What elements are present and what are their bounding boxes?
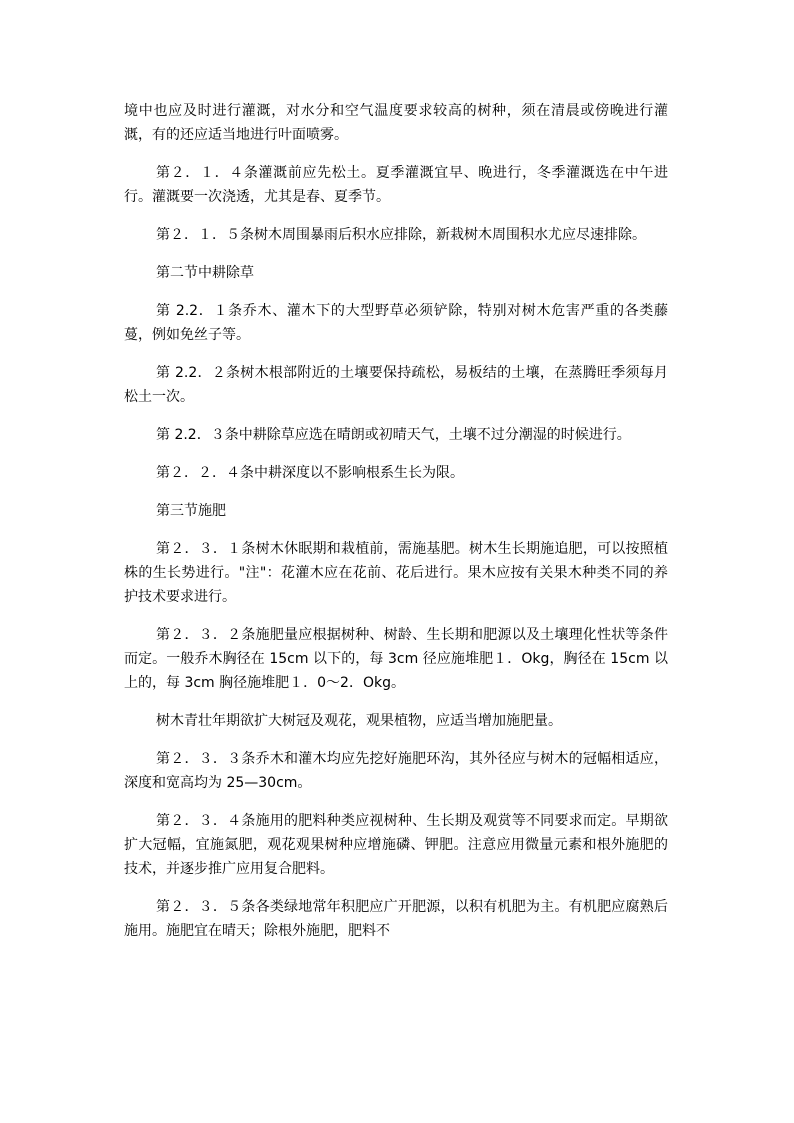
paragraph-article-2-3-2: 第２．３．２条施肥量应根据树种、树龄、生长期和肥源以及土壤理化性状等条件而定。一般乔木胸径在 15cm 以下的，每 3cm 径应施堆肥１．Okg，胸径在 15cm 以上的，每 3cm 胸径施堆肥１．0～2．Okg。 [124, 627, 668, 691]
section-heading-fertilization: 第三节施肥 [156, 503, 226, 519]
document-page [124, 99, 668, 957]
paragraph-article-2-3-5: 第２．３．５条各类绿地常年积肥应广开肥源，以积有机肥为主。有机肥应腐熟后施用。施肥宜在晴天；除根外施肥，肥料不 [124, 899, 668, 939]
paragraph-article-2-3-1: 第２．３．１条树木休眠期和栽植前，需施基肥。树木生长期施追肥，可以按照植株的生长势进行。"注"：花灌木应在花前、花后进行。果木应按有关果木种类不同的养护技术要求进行。 [124, 541, 668, 605]
paragraph-article-2-2-3: 第 2.2．３条中耕除草应选在晴朗或初晴天气，土壤不过分潮湿的时候进行。 [156, 427, 631, 443]
paragraph-article-2-3-3: 第２．３．３条乔木和灌木均应先挖好施肥环沟，其外径应与树木的冠幅相适应，深度和宽高均为 25—30cm。 [124, 751, 668, 791]
paragraph-article-2-2-1: 第 2.2．１条乔木、灌木下的大型野草必须铲除，特别对树木危害严重的各类藤蔓，例如免丝子等。 [124, 303, 668, 343]
paragraph-article-2-3-4: 第２．３．４条施用的肥料种类应视树种、生长期及观赏等不同要求而定。早期欲扩大冠幅，宜施氮肥，观花观果树种应增施磷、钾肥。注意应用微量元素和根外施肥的技术，并逐步推广应用复合肥料。 [124, 813, 668, 877]
paragraph-article-2-2-4: 第２．２．４条中耕深度以不影响根系生长为限。 [156, 465, 464, 481]
paragraph-fertilizer-increase-note: 树木青壮年期欲扩大树冠及观花，观果植物，应适当增加施肥量。 [156, 713, 562, 729]
section-heading-cultivation-weeding: 第二节中耕除草 [156, 265, 254, 281]
paragraph-article-2-2-2: 第 2.2．２条树木根部附近的土壤要保持疏松，易板结的土壤，在蒸腾旺季须每月松土一次。 [124, 365, 668, 405]
paragraph-article-2-1-5: 第２．１．５条树木周围暴雨后积水应排除，新栽树木周围积水尤应尽速排除。 [156, 227, 646, 243]
paragraph-continuation: 境中也应及时进行灌溉，对水分和空气温度要求较高的树种，须在清晨或傍晚进行灌溉，有的还应适当地进行叶面喷雾。 [124, 103, 668, 143]
paragraph-article-2-1-4: 第２．１．４条灌溉前应先松土。夏季灌溉宜早、晚进行，冬季灌溉选在中午进行。灌溉要一次浇透，尤其是春、夏季节。 [124, 165, 668, 205]
